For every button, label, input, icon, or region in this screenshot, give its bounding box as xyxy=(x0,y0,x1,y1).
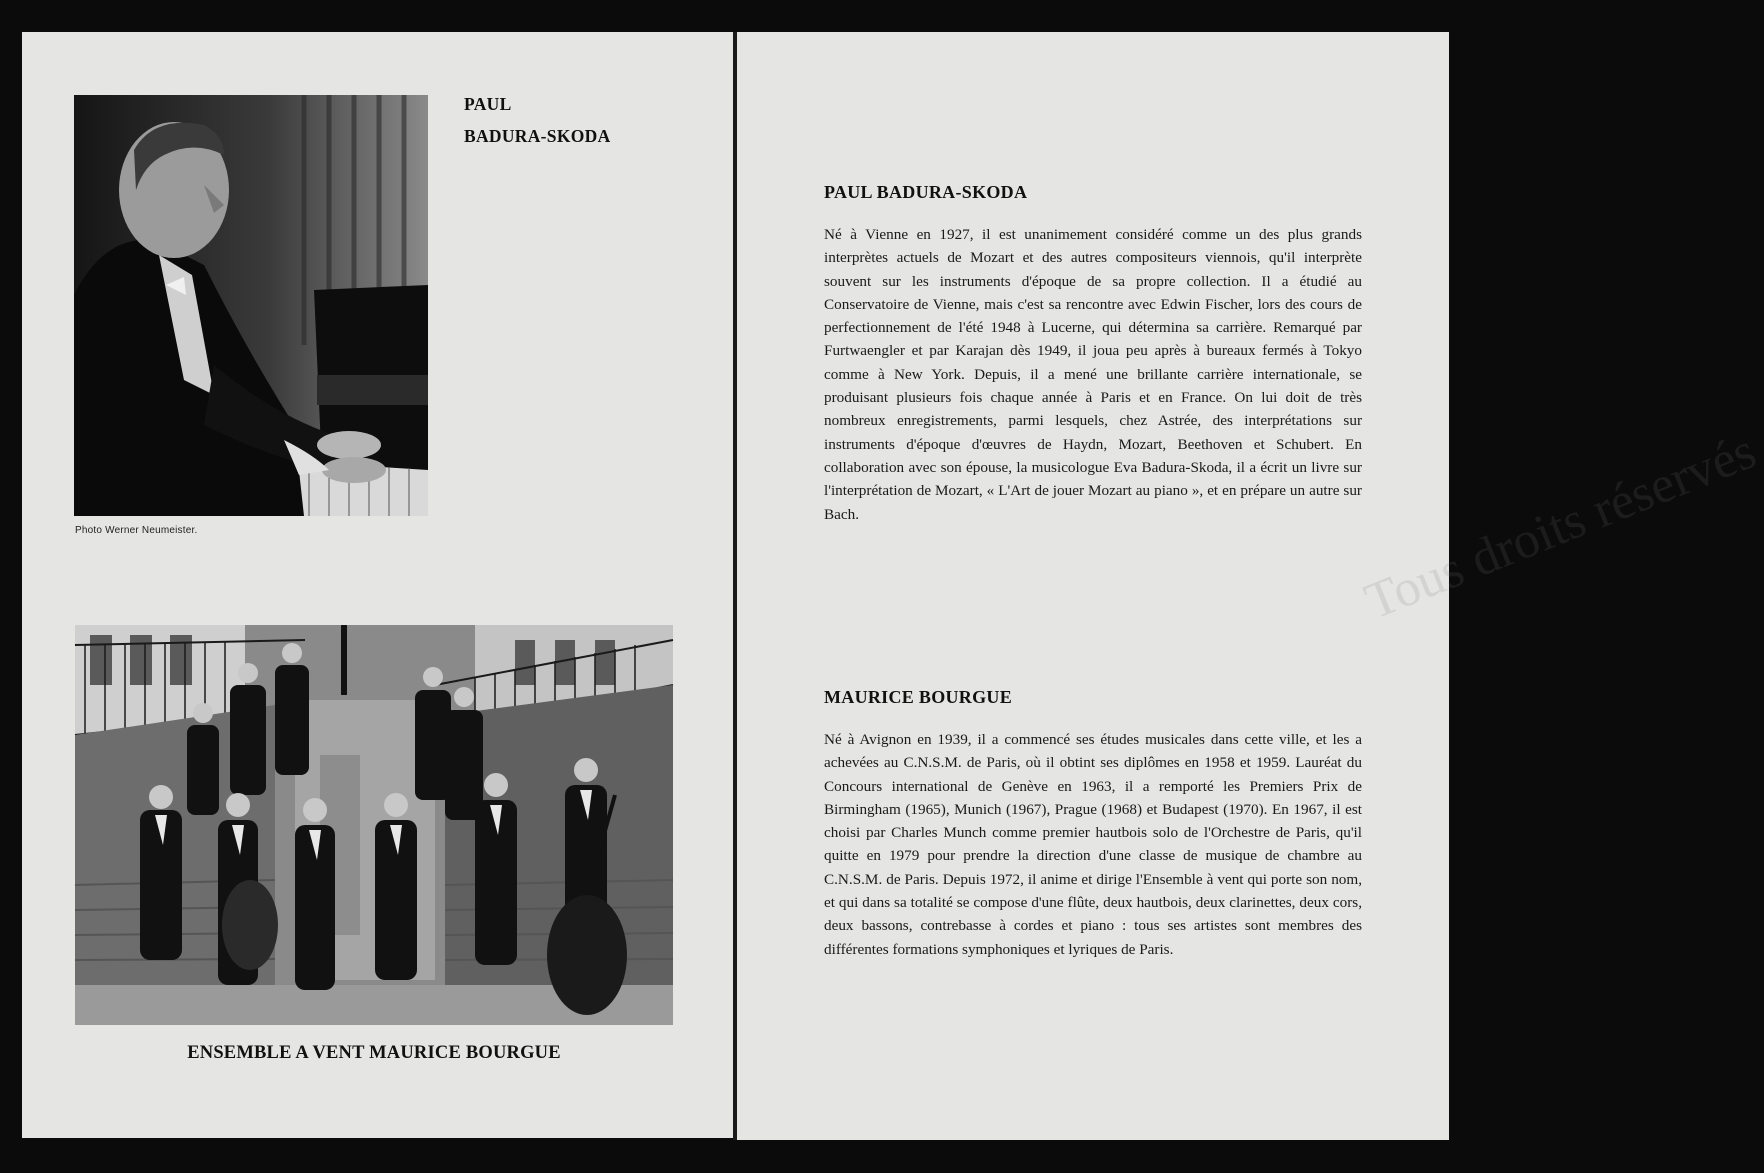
ensemble-group-photo xyxy=(75,625,673,1025)
pianist-portrait-image xyxy=(74,95,428,516)
ensemble-group-image xyxy=(75,625,673,1025)
maurice-bourgue-biography: Né à Avignon en 1939, il a commencé ses études musicales dans cette ville, et les a achevées au C.N.S.M. de Paris, où il obtint ses diplômes en 1958 et 1959. Lauréat du Concours international de Genève en 1963, il a remporté les Premiers Prix de Birmingham (1965), Munich (1967), Prague (1968) et Budapest (1970). En 1967, il est choisi par Charles Munch comme premier hautbois solo de l'Orchestre de Paris, qu'il quitte en 1979 pour prendre la direction d'une classe de musique de chambre au C.N.S.M. de Paris. Depuis 1972, il anime et dirige l'Ensemble à vent qui porte son nom, et qui dans sa totalité se compose d'une flûte, deux hautbois, deux clarinettes, deux cors, deux bassons, contrebasse à cordes et piano : tous ses artistes sont membres des différentes formations symphoniques et lyriques de Paris. xyxy=(824,731,1362,958)
badura-skoda-heading: PAUL BADURA-SKODA xyxy=(824,182,1028,202)
watermark: Tous droits réservés xyxy=(1357,422,1764,631)
left-page xyxy=(22,32,733,1138)
photo-credit: Photo Werner Neumeister. xyxy=(75,525,198,536)
ensemble-caption: ENSEMBLE A VENT MAURICE BOURGUE xyxy=(187,1043,561,1063)
right-page xyxy=(737,32,1764,1140)
pianist-portrait-photo xyxy=(74,95,428,516)
pianist-name-line2: BADURA-SKODA xyxy=(464,126,611,146)
maurice-bourgue-heading: MAURICE BOURGUE xyxy=(824,687,1013,707)
badura-skoda-biography: Né à Vienne en 1927, il est unanimement considéré comme un des plus grands interprètes actuels de Mozart et des autres compositeurs viennois, qu'il interprète souvent sur les instruments d'époque de sa propre collection. Il a étudié au Conservatoire de Vienne, mais c'est sa rencontre avec Edwin Fischer, lors des cours de perfectionnement de l'été 1948 à Lucerne, qui détermina sa carrière. Remarqué par Furtwaengler et par Karajan dès 1949, il joua peu après à bureaux fermés à Tokyo comme à New York. Depuis, il a mené une brillante carrière internationale, se produisant plusieurs fois chaque année à Paris et en France. On lui doit de très nombreux enregistrements, parmi lesquels, chez Astrée, des interprétations sur instruments d'époque d'œuvres de Haydn, Mozart, Beethoven et Schubert. En collaboration avec son épouse, la musicologue Eva Badura-Skoda, il a écrit un livre sur l'interprétation de Mozart, « L'Art de jouer Mozart au piano », et en prépare un autre sur Bach. xyxy=(824,226,1362,523)
pianist-name-line1: PAUL xyxy=(464,94,512,114)
